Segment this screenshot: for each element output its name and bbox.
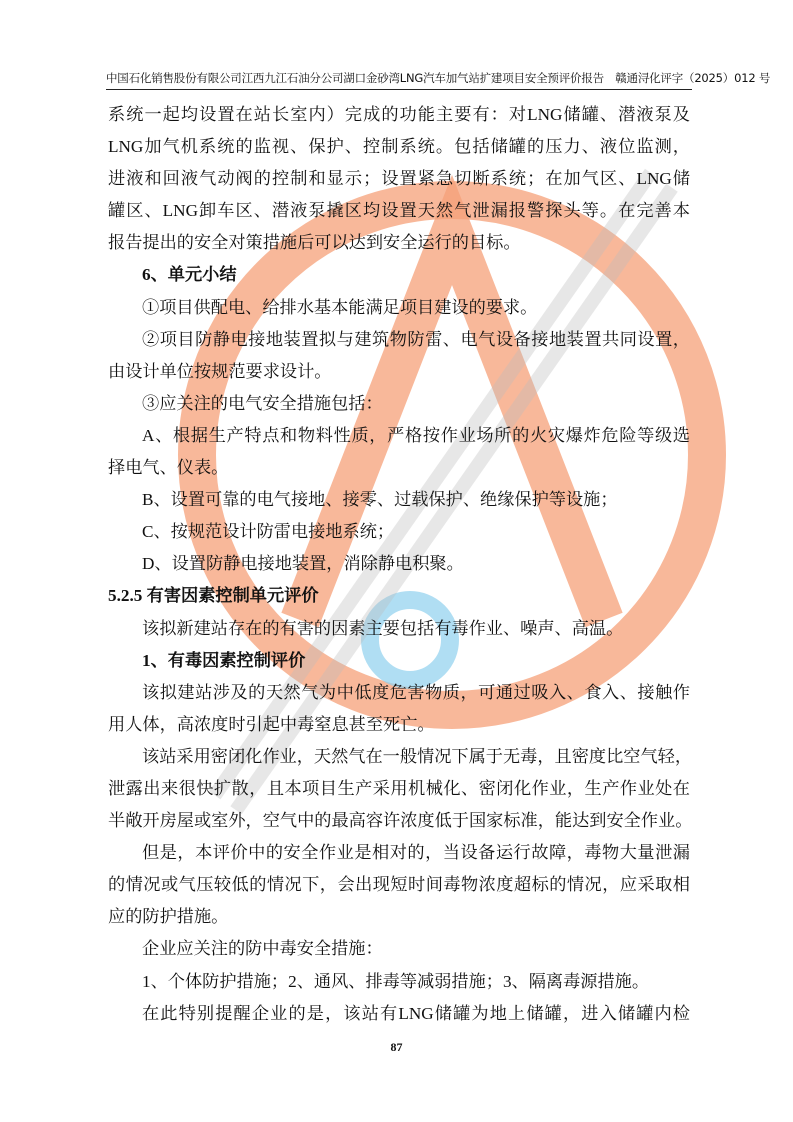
paragraph-line: 1、个体防护措施；2、通风、排毒等减弱措施；3、隔离毒源措施。 [142, 971, 650, 991]
section-heading: 5.2.5 有害因素控制单元评价 [108, 586, 319, 606]
paragraph-line: 该站采用密闭化作业，天然气在一般情况下属于无毒，且密度比空气轻， [142, 746, 693, 766]
page-header: 中国石化销售股份有限公司江西九江石油分公司湖口金砂湾LNG汽车加气站扩建项目安全预评价报告 赣通浔化评字（2025）012 号 [106, 71, 771, 85]
paragraph-line: 企业应关注的防中毒安全措施： [142, 939, 383, 959]
subsection-heading: 1、有毒因素控制评价 [142, 650, 306, 670]
paragraph-line: ①项目供配电、给排水基本能满足项目建设的要求。 [142, 297, 538, 317]
paragraph-line: 在此特别提醒企业的是，该站有LNG储罐为地上储罐，进入储罐内检 [142, 1003, 690, 1023]
paragraph-line: 泄露出来很快扩散，且本项目生产采用机械化、密闭化作业，生产作业处在 [108, 778, 690, 798]
paragraph-line: 但是，本评价中的安全作业是相对的，当设备运行故障，毒物大量泄漏 [142, 843, 690, 863]
paragraph-line: B、设置可靠的电气接地、接零、过载保护、绝缘保护等设施； [142, 490, 618, 510]
paragraph-line: A、根据生产特点和物料性质，严格按作业场所的火灾爆炸危险等级选 [142, 425, 690, 445]
paragraph-line: 的情况或气压较低的情况下，会出现短时间毒物浓度超标的情况，应采取相 [108, 875, 690, 895]
paragraph-line: 该拟建站涉及的天然气为中低度危害物质，可通过吸入、食入、接触作 [142, 682, 690, 702]
paragraph-line: 罐区、LNG卸车区、潜液泵撬区均设置天然气泄漏报警探头等。在完善本 [108, 201, 690, 221]
document-body [108, 99, 693, 1030]
paragraph-line: ②项目防静电接地装置拟与建筑物防雷、电气设备接地装置共同设置， [142, 329, 690, 349]
header-divider [106, 89, 692, 90]
paragraph-line: 进液和回液气动阀的控制和显示；设置紧急切断系统；在加气区、LNG储 [108, 169, 690, 189]
paragraph-line: 报告提出的安全对策措施后可以达到安全运行的目标。 [108, 233, 521, 253]
paragraph-line: LNG加气机系统的监视、保护、控制系统。包括储罐的压力、液位监测， [108, 137, 690, 157]
paragraph-line: 半敞开房屋或室外，空气中的最高容许浓度低于国家标准，能达到安全作业。 [108, 811, 693, 831]
paragraph-line: 系统一起均设置在站长室内）完成的功能主要有：对LNG储罐、潜液泵及 [108, 105, 690, 124]
paragraph-line: 由设计单位按规范要求设计。 [108, 361, 332, 381]
paragraph-line: 用人体，高浓度时引起中毒窒息甚至死亡。 [108, 714, 435, 734]
paragraph-line: 择电气、仪表。 [108, 458, 229, 478]
paragraph-line: C、按规范设计防雷电接地系统； [142, 522, 395, 542]
page-number: 87 [390, 1040, 403, 1054]
paragraph-line: 应的防护措施。 [108, 907, 229, 927]
section-heading: 6、单元小结 [142, 265, 237, 285]
paragraph-line: D、设置防静电接地装置，消除静电积聚。 [142, 554, 464, 574]
paragraph-line: ③应关注的电气安全措施包括： [142, 393, 383, 413]
paragraph-line: 该拟新建站存在的有害的因素主要包括有毒作业、噪声、高温。 [142, 618, 624, 638]
